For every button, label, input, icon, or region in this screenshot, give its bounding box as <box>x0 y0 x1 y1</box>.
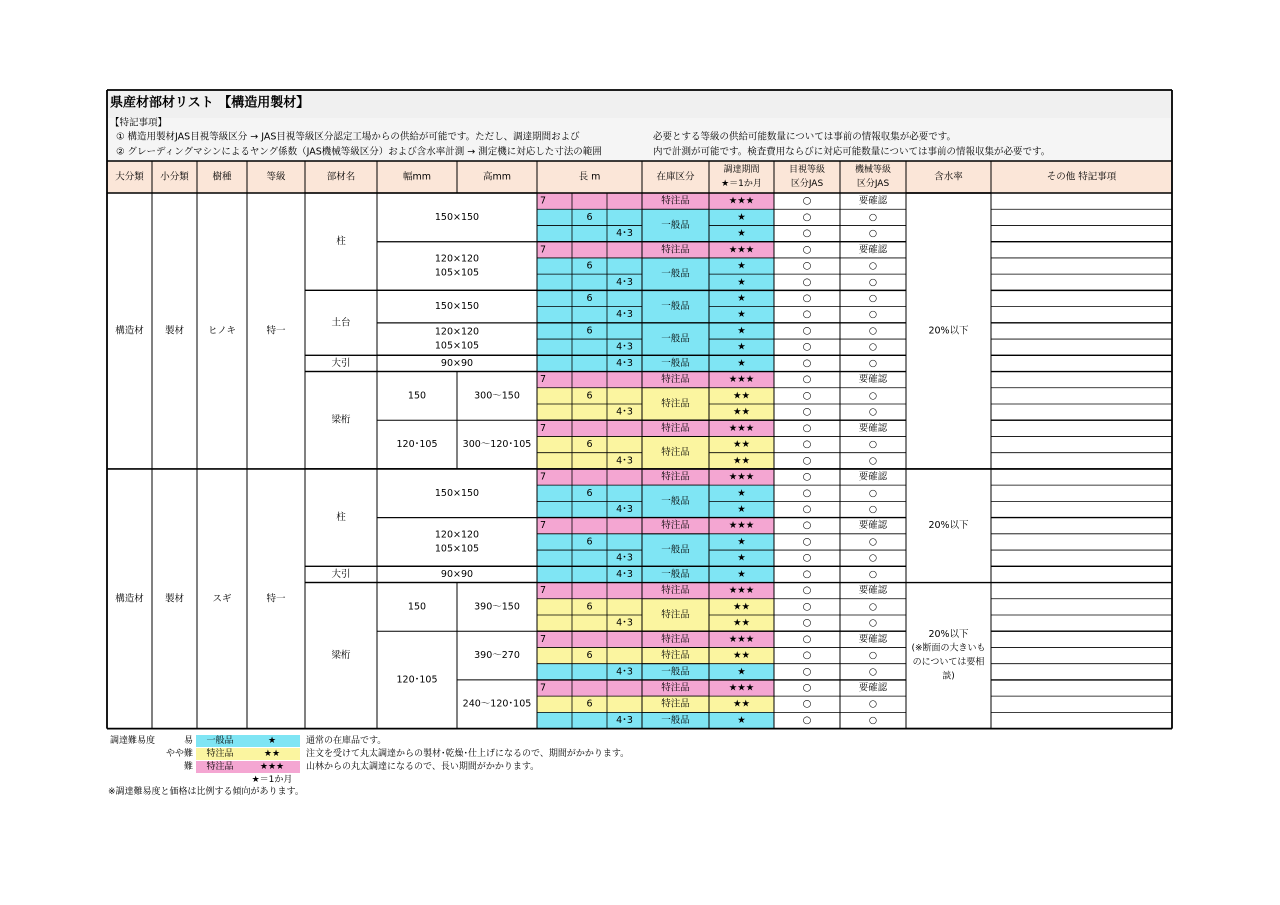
machine-grade-mark: 要確認 <box>858 682 888 694</box>
period-stars: ★★ <box>732 601 751 613</box>
length-6: 6 <box>586 698 593 710</box>
machine-grade-mark: ○ <box>868 455 878 467</box>
machine-grade-mark: ○ <box>868 276 878 288</box>
period-stars: ★ <box>737 309 746 321</box>
column-header: 調達期間 <box>723 165 760 175</box>
period-stars: ★★★ <box>728 585 755 597</box>
machine-grade-mark: ○ <box>868 601 878 613</box>
length-7: 7 <box>540 195 547 207</box>
period-stars: ★ <box>737 536 746 548</box>
legend-footnote: ※調達難易度と価格は比例する傾向があります。 <box>108 787 304 797</box>
length-4-3: 4･3 <box>616 568 633 580</box>
category-cell: スギ <box>212 593 232 605</box>
visual-grade-mark: ○ <box>802 211 812 223</box>
visual-grade-mark: ○ <box>802 633 812 645</box>
member-name: 柱 <box>336 512 346 524</box>
machine-grade-mark: ○ <box>868 325 878 337</box>
height-text: 300～120･105 <box>462 439 532 451</box>
visual-grade-mark: ○ <box>802 666 812 678</box>
period-stars: ★ <box>737 341 746 353</box>
note-line-2a: ② グレーディングマシンによるヤング係数（JAS機械等級区分）および含水率計測 → 測定機に対応した寸法の範囲 <box>116 146 602 158</box>
length-4-3: 4･3 <box>616 228 633 240</box>
height-text: 240～120･105 <box>462 698 532 710</box>
period-stars: ★★★ <box>728 520 755 532</box>
length-4-3: 4･3 <box>616 503 633 515</box>
length-6: 6 <box>586 292 593 304</box>
size-text: 105×105 <box>434 267 480 279</box>
visual-grade-mark: ○ <box>802 568 812 580</box>
width-text: 150 <box>407 601 427 613</box>
note-line-1a: ① 構造用製材JAS目視等級区分 → JAS目視等級区分認定工場からの供給が可能です。ただし、調達期間および <box>116 131 580 143</box>
stock-label: 特注品 <box>661 650 690 662</box>
moisture-text: 20%以下 <box>928 325 969 337</box>
machine-grade-mark: ○ <box>868 487 878 499</box>
length-6: 6 <box>586 211 593 223</box>
width-text: 120･105 <box>396 674 438 686</box>
period-stars: ★★★ <box>728 374 755 386</box>
length-6: 6 <box>586 439 593 451</box>
legend-level: やや難 <box>165 749 193 759</box>
machine-grade-mark: ○ <box>868 617 878 629</box>
moisture-text: 20%以下 <box>928 520 969 532</box>
stock-label: 一般品 <box>661 544 690 556</box>
machine-grade-mark: ○ <box>868 666 878 678</box>
visual-grade-mark: ○ <box>802 698 812 710</box>
period-stars: ★ <box>737 260 746 272</box>
column-header: 長 m <box>578 171 601 183</box>
visual-grade-mark: ○ <box>802 276 812 288</box>
legend-level: 易 <box>183 736 193 746</box>
machine-grade-mark: ○ <box>868 357 878 369</box>
visual-grade-mark: ○ <box>802 552 812 564</box>
member-name: 梁桁 <box>331 414 351 426</box>
stock-label: 特注品 <box>661 195 690 207</box>
category-cell: 製材 <box>164 325 185 337</box>
machine-grade-mark: 要確認 <box>858 195 888 207</box>
period-stars: ★★★ <box>728 633 755 645</box>
visual-grade-mark: ○ <box>802 650 812 662</box>
machine-grade-mark: ○ <box>868 503 878 515</box>
machine-grade-mark: ○ <box>868 552 878 564</box>
visual-grade-mark: ○ <box>802 682 812 694</box>
machine-grade-mark: ○ <box>868 714 878 726</box>
period-stars: ★ <box>737 292 746 304</box>
length-6: 6 <box>586 487 593 499</box>
width-text: 150 <box>407 390 427 402</box>
width-text: 120･105 <box>396 439 438 451</box>
size-text: 90×90 <box>440 568 474 580</box>
column-header: 等級 <box>266 171 286 183</box>
period-stars: ★ <box>737 325 746 337</box>
stock-label: 特注品 <box>661 398 690 410</box>
length-6: 6 <box>586 601 593 613</box>
machine-grade-mark: 要確認 <box>858 471 888 483</box>
machine-grade-mark: 要確認 <box>858 633 888 645</box>
column-header: 含水率 <box>934 171 963 183</box>
visual-grade-mark: ○ <box>802 406 812 418</box>
visual-grade-mark: ○ <box>802 439 812 451</box>
visual-grade-mark: ○ <box>802 601 812 613</box>
category-cell: ヒノキ <box>207 325 237 337</box>
visual-grade-mark: ○ <box>802 536 812 548</box>
member-name: 大引 <box>331 568 351 580</box>
stock-label: 一般品 <box>661 714 690 726</box>
visual-grade-mark: ○ <box>802 325 812 337</box>
visual-grade-mark: ○ <box>802 341 812 353</box>
height-text: 390～150 <box>474 601 520 613</box>
note-line-1b: 必要とする等級の供給可能数量については事前の情報収集が必要です。 <box>653 131 957 143</box>
member-name: 梁桁 <box>331 650 351 662</box>
category-cell: 特一 <box>266 593 286 605</box>
visual-grade-mark: ○ <box>802 487 812 499</box>
machine-grade-mark: ○ <box>868 698 878 710</box>
stock-label: 一般品 <box>661 333 690 345</box>
machine-grade-mark: ○ <box>868 568 878 580</box>
category-cell: 製材 <box>164 593 185 605</box>
period-stars: ★★ <box>732 390 751 402</box>
notes-heading: 【特記事項】 <box>110 117 168 129</box>
legend-stars: ★★★ <box>259 762 285 772</box>
machine-grade-mark: ○ <box>868 341 878 353</box>
period-stars: ★ <box>737 487 746 499</box>
column-header: 区分JAS <box>790 179 824 189</box>
length-6: 6 <box>586 260 593 272</box>
length-4-3: 4･3 <box>616 552 633 564</box>
machine-grade-mark: ○ <box>868 650 878 662</box>
length-cell <box>537 242 642 258</box>
stock-label: 一般品 <box>661 301 690 313</box>
length-7: 7 <box>540 633 547 645</box>
visual-grade-mark: ○ <box>802 471 812 483</box>
visual-grade-mark: ○ <box>802 585 812 597</box>
length-cell <box>537 518 642 534</box>
legend-desc: 通常の在庫品です。 <box>306 736 387 746</box>
legend-level: 難 <box>183 762 193 772</box>
legend-desc: 注文を受けて丸太調達からの製材･乾燥･仕上げになるので、期間がかかります。 <box>306 749 630 759</box>
moisture-text: 談) <box>942 671 955 682</box>
period-stars: ★ <box>737 503 746 515</box>
size-text: 150×150 <box>434 487 480 499</box>
period-stars: ★ <box>737 228 746 240</box>
machine-grade-mark: ○ <box>868 228 878 240</box>
machine-grade-mark: ○ <box>868 390 878 402</box>
length-4-3: 4･3 <box>616 357 633 369</box>
column-header: 区分JAS <box>856 179 890 189</box>
legend-kind: 一般品 <box>206 736 234 746</box>
period-stars: ★★★ <box>728 244 755 256</box>
column-header: 幅mm <box>402 171 432 183</box>
legend-kind: 特注品 <box>206 749 234 759</box>
column-header: 部材名 <box>326 171 356 183</box>
length-4-3: 4･3 <box>616 455 633 467</box>
legend-desc: 山林からの丸太調達になるので、長い期間がかかります。 <box>306 762 540 772</box>
member-name: 土台 <box>331 317 351 329</box>
height-text: 300～150 <box>474 390 520 402</box>
column-header: 小分類 <box>160 171 189 183</box>
size-text: 150×150 <box>434 211 480 223</box>
length-4-3: 4･3 <box>616 276 633 288</box>
period-stars: ★ <box>737 666 746 678</box>
stock-label: 特注品 <box>661 520 690 532</box>
visual-grade-mark: ○ <box>802 309 812 321</box>
legend-stars: ★★ <box>263 749 281 759</box>
length-7: 7 <box>540 244 547 256</box>
note-line-2b: 内で計測が可能です。検査費用ならびに対応可能数量については事前の情報収集が必要です。 <box>653 146 1051 158</box>
size-text: 120×120 <box>434 529 480 541</box>
length-cell <box>537 420 642 436</box>
length-4-3: 4･3 <box>616 341 633 353</box>
length-cell <box>537 583 642 599</box>
period-stars: ★★★ <box>728 471 755 483</box>
length-cell <box>537 469 642 485</box>
size-text: 150×150 <box>434 301 480 313</box>
column-header: 在庫区分 <box>656 171 695 183</box>
visual-grade-mark: ○ <box>802 195 812 207</box>
stock-label: 特注品 <box>661 633 690 645</box>
legend-star-note: ★＝1か月 <box>251 775 293 785</box>
machine-grade-mark: 要確認 <box>858 244 888 256</box>
column-header: 目視等級 <box>788 165 826 175</box>
period-stars: ★★ <box>732 650 751 662</box>
machine-grade-mark: ○ <box>868 406 878 418</box>
length-6: 6 <box>586 390 593 402</box>
size-text: 105×105 <box>434 543 480 555</box>
visual-grade-mark: ○ <box>802 260 812 272</box>
period-stars: ★★ <box>732 617 751 629</box>
visual-grade-mark: ○ <box>802 422 812 434</box>
period-stars: ★ <box>737 276 746 288</box>
visual-grade-mark: ○ <box>802 374 812 386</box>
stock-label: 特注品 <box>661 374 690 386</box>
size-text: 105×105 <box>434 340 480 352</box>
length-7: 7 <box>540 374 547 386</box>
length-4-3: 4･3 <box>616 309 633 321</box>
stock-label: 一般品 <box>661 495 690 507</box>
visual-grade-mark: ○ <box>802 503 812 515</box>
period-stars: ★ <box>737 714 746 726</box>
visual-grade-mark: ○ <box>802 228 812 240</box>
moisture-text: (※断面の大きいも <box>911 643 986 654</box>
length-cell <box>537 680 642 696</box>
length-4-3: 4･3 <box>616 406 633 418</box>
stock-label: 特注品 <box>661 422 690 434</box>
stock-label: 特注品 <box>661 698 690 710</box>
stock-label: 特注品 <box>661 585 690 597</box>
length-7: 7 <box>540 585 547 597</box>
length-4-3: 4･3 <box>616 714 633 726</box>
legend-label: 調達難易度 <box>110 736 156 746</box>
visual-grade-mark: ○ <box>802 714 812 726</box>
stock-label: 特注品 <box>661 447 690 459</box>
length-6: 6 <box>586 536 593 548</box>
length-cell <box>537 193 642 209</box>
member-name: 大引 <box>331 357 351 369</box>
length-cell <box>537 631 642 647</box>
machine-grade-mark: 要確認 <box>858 520 888 532</box>
machine-grade-mark: ○ <box>868 439 878 451</box>
period-stars: ★ <box>737 357 746 369</box>
period-stars: ★ <box>737 552 746 564</box>
machine-grade-mark: 要確認 <box>858 374 888 386</box>
size-text: 90×90 <box>440 357 474 369</box>
size-text: 120×120 <box>434 253 480 265</box>
machine-grade-mark: ○ <box>868 292 878 304</box>
visual-grade-mark: ○ <box>802 357 812 369</box>
length-4-3: 4･3 <box>616 617 633 629</box>
machine-grade-mark: ○ <box>868 260 878 272</box>
length-7: 7 <box>540 471 547 483</box>
column-header: ★＝1か月 <box>721 179 762 189</box>
visual-grade-mark: ○ <box>802 244 812 256</box>
period-stars: ★★ <box>732 455 751 467</box>
length-7: 7 <box>540 520 547 532</box>
length-6: 6 <box>586 325 593 337</box>
legend-stars: ★ <box>267 736 277 746</box>
member-name: 柱 <box>336 236 346 248</box>
period-stars: ★★★ <box>728 682 755 694</box>
length-4-3: 4･3 <box>616 666 633 678</box>
category-cell: 特一 <box>266 325 286 337</box>
length-7: 7 <box>540 422 547 434</box>
stock-label: 一般品 <box>661 268 690 280</box>
period-stars: ★ <box>737 568 746 580</box>
length-6: 6 <box>586 650 593 662</box>
visual-grade-mark: ○ <box>802 390 812 402</box>
stock-label: 特注品 <box>661 471 690 483</box>
moisture-text: のについては要相 <box>912 657 985 668</box>
page-title: 県産材部材リスト 【構造用製材】 <box>110 95 310 111</box>
stock-label: 特注品 <box>661 609 690 621</box>
size-text: 120×120 <box>434 326 480 338</box>
length-7: 7 <box>540 682 547 694</box>
height-text: 390～270 <box>474 650 520 662</box>
period-stars: ★★★ <box>728 195 755 207</box>
period-stars: ★★ <box>732 439 751 451</box>
stock-label: 一般品 <box>661 357 690 369</box>
category-cell: 構造材 <box>115 325 144 337</box>
column-header: その他 特記事項 <box>1046 171 1117 183</box>
stock-label: 特注品 <box>661 244 690 256</box>
legend-kind: 特注品 <box>206 762 234 772</box>
moisture-text: 20%以下 <box>928 629 969 641</box>
category-cell: 構造材 <box>115 593 144 605</box>
stock-label: 一般品 <box>661 219 690 231</box>
visual-grade-mark: ○ <box>802 292 812 304</box>
period-stars: ★★ <box>732 698 751 710</box>
machine-grade-mark: ○ <box>868 211 878 223</box>
visual-grade-mark: ○ <box>802 520 812 532</box>
stock-label: 一般品 <box>661 568 690 580</box>
column-header: 高mm <box>482 171 512 183</box>
machine-grade-mark: 要確認 <box>858 422 888 434</box>
length-cell <box>537 372 642 388</box>
period-stars: ★★ <box>732 406 751 418</box>
visual-grade-mark: ○ <box>802 617 812 629</box>
machine-grade-mark: ○ <box>868 536 878 548</box>
column-header: 樹種 <box>212 171 232 183</box>
column-header: 機械等級 <box>854 165 892 175</box>
period-stars: ★★★ <box>728 422 755 434</box>
machine-grade-mark: ○ <box>868 309 878 321</box>
stock-label: 特注品 <box>661 682 690 694</box>
period-stars: ★ <box>737 211 746 223</box>
column-header: 大分類 <box>115 171 144 183</box>
stock-label: 一般品 <box>661 666 690 678</box>
visual-grade-mark: ○ <box>802 455 812 467</box>
machine-grade-mark: 要確認 <box>858 585 888 597</box>
